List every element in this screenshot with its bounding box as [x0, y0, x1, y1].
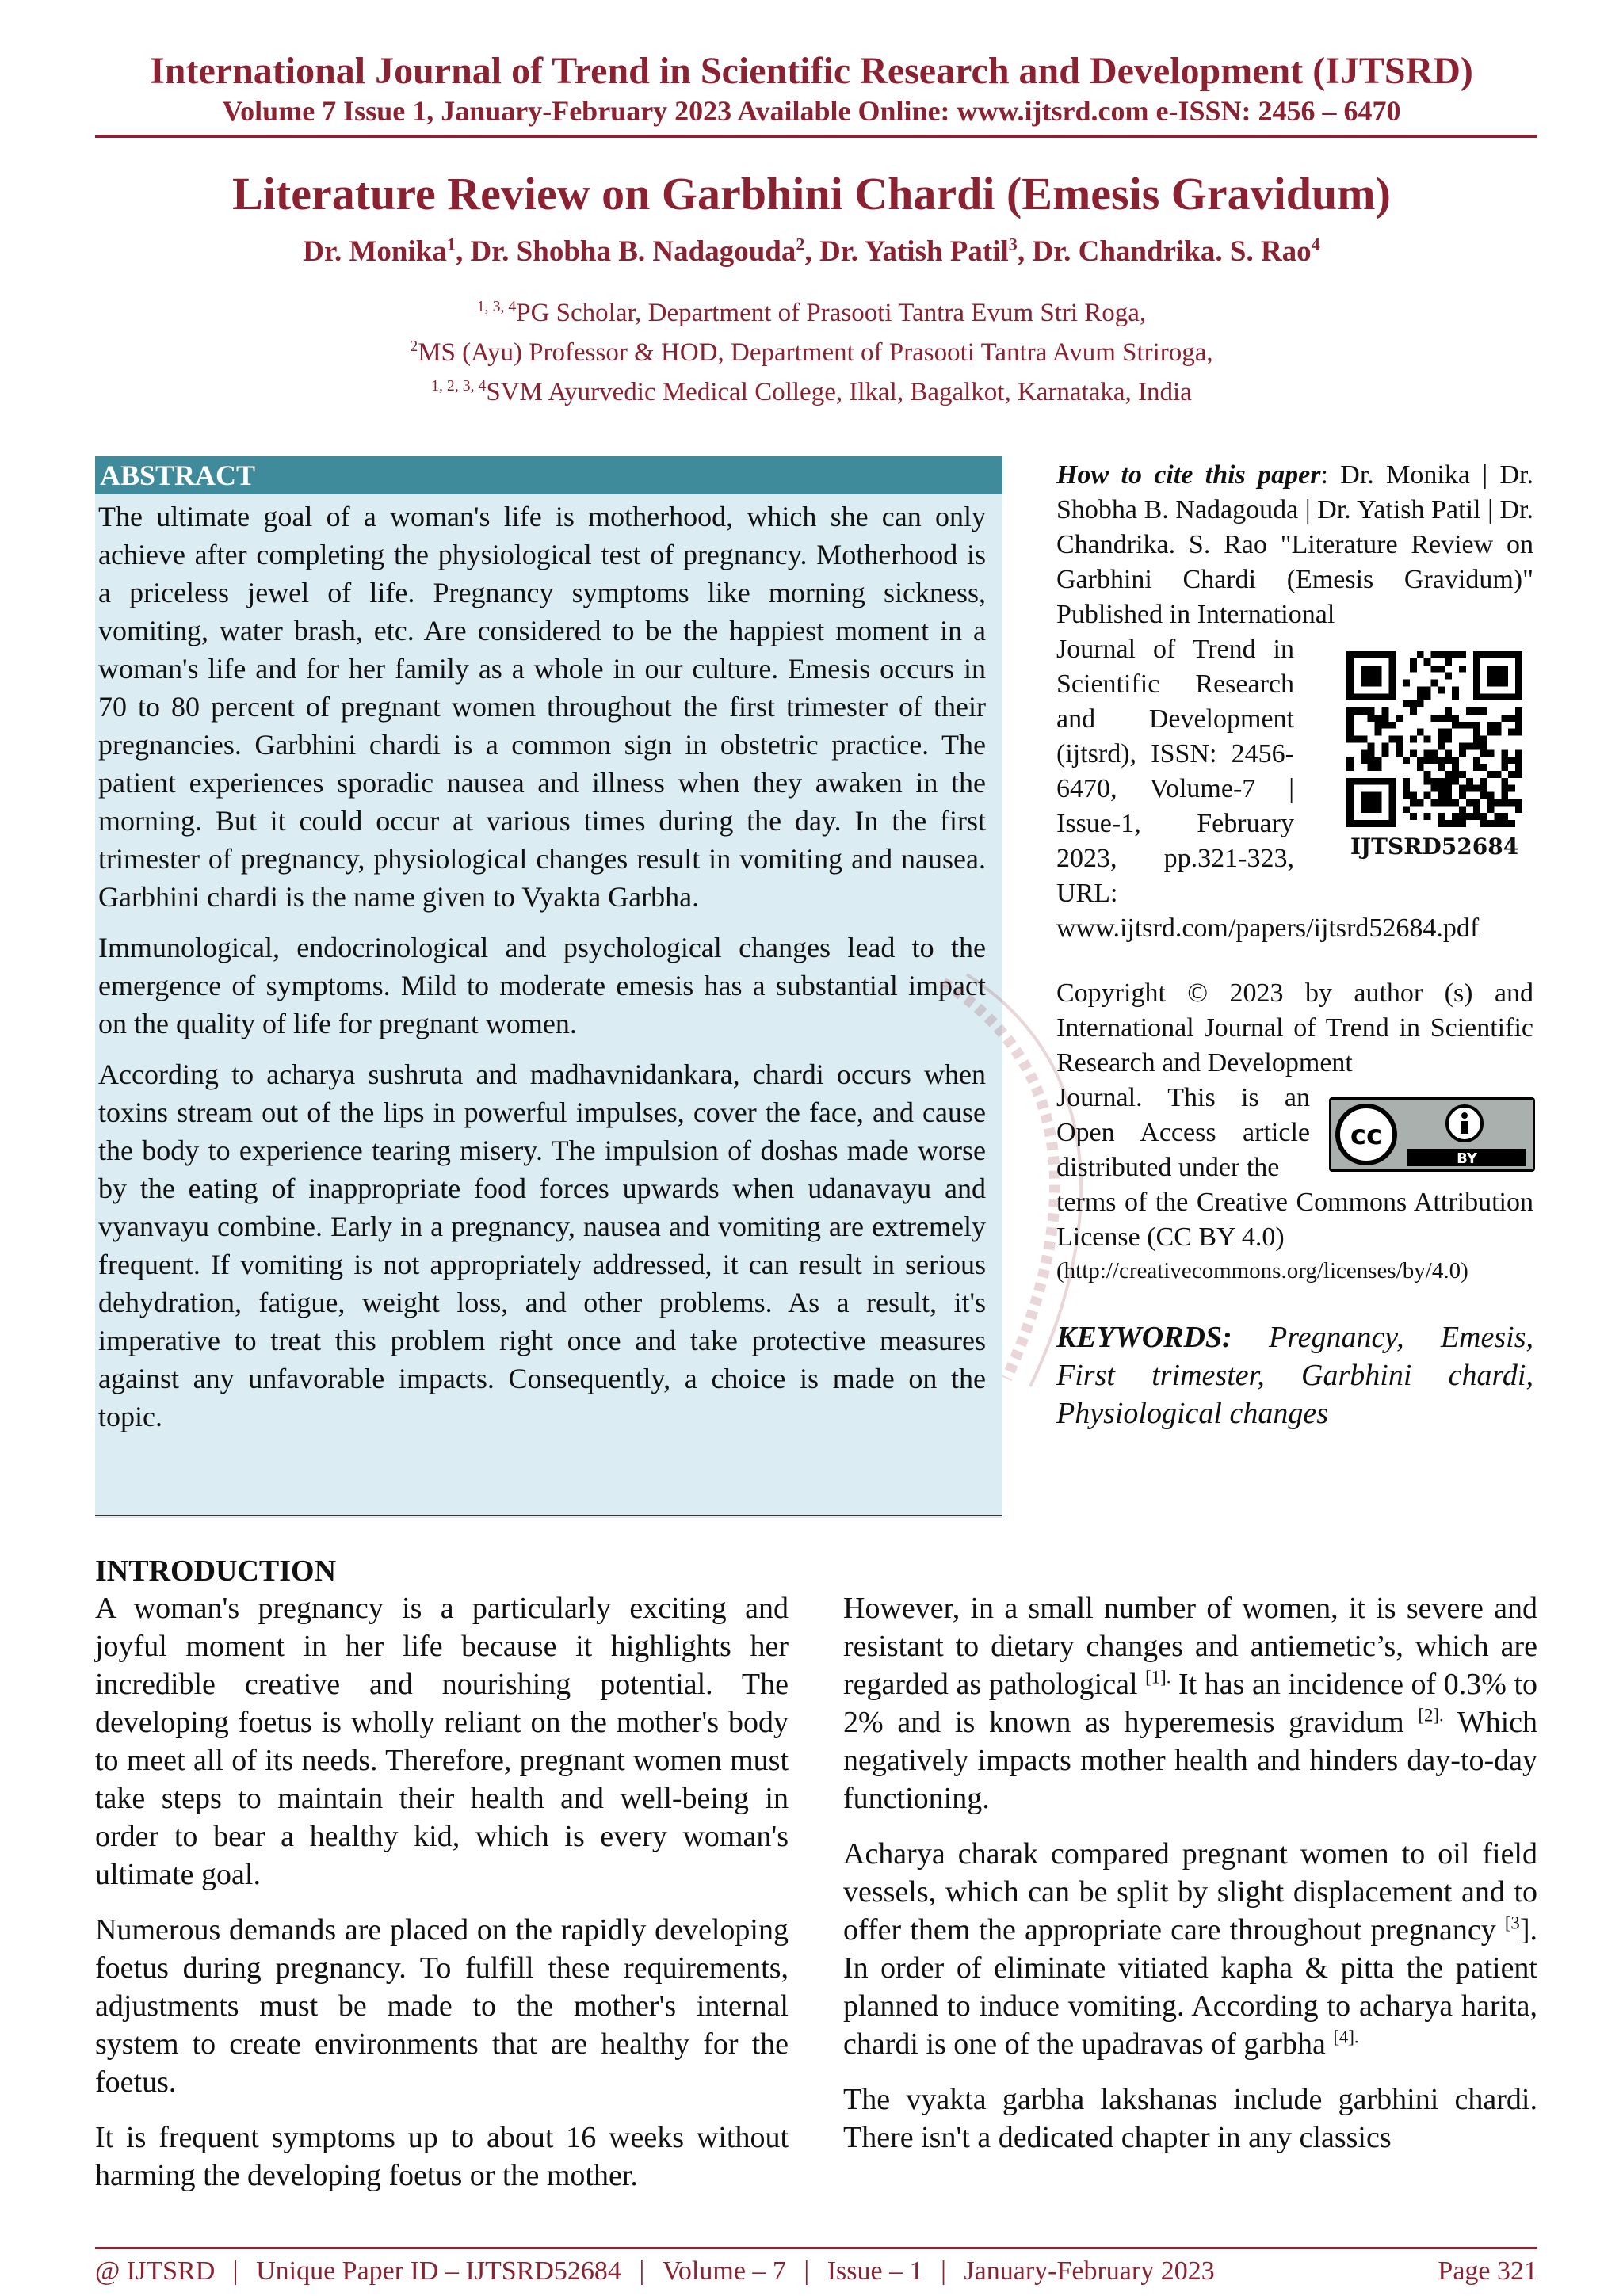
copyright-wide: Copyright © 2023 by author (s) and International Journal of Trend in Scientific Research and Development — [1056, 978, 1533, 1077]
intro-text: However, in a small number of women, it is severe and resistant to dietary changes and antiemetic’s, which are regarded as pathological — [843, 1592, 1537, 1701]
footer-item: @ IJTSRD — [95, 2256, 216, 2286]
author-name: Dr. Yatish Patil — [819, 235, 1009, 268]
intro-paragraph: Numerous demands are placed on the rapidly developing foetus during pregnancy. To fulfill these requirements, adjustments must be made to the mother's internal system to create environments that are healthy for the foetus. — [95, 1913, 789, 2099]
author-list: Dr. Monika$^1$, Dr. Shobha B. Nadagouda$^2$, Dr. Yatish Patil$^3$, Dr. Chandrika. S. Rao$^4$ — [303, 234, 1320, 268]
journal-issue-line: Volume 7 Issue 1, January-February 2023 Available Online: www.ijtsrd.com e-ISSN: 2456 – 6470 — [222, 95, 1401, 127]
citation-lead: How to cite this paper — [1056, 460, 1321, 490]
reference-marker: [3 — [1504, 1913, 1520, 1933]
author-sup: 2 — [796, 234, 805, 254]
author-name: Dr. Shobha B. Nadagouda — [470, 235, 796, 268]
reference-marker: [1]. — [1145, 1667, 1171, 1688]
intro-paragraph: A woman's pregnancy is a particularly exciting and joyful moment in her life because it highlights her incredible creative and nourishing potential. The developing foetus is wholly reliant on the mother's body to meet all of its needs. Therefore, pregnant women must take steps to maintain their health and well-being in order to bear a healthy kid, which is every woman's ultimate goal. — [95, 1592, 789, 1891]
footer-item: Volume – 7 — [662, 2256, 786, 2286]
svg-text:cc: cc — [1350, 1119, 1383, 1151]
footer-divider — [95, 2247, 1537, 2249]
reference-marker: [4]. — [1333, 2027, 1359, 2047]
intro-paragraph: The vyakta garbha lakshanas include garbhini chardi. There isn't a dedicated chapter in any classics — [843, 2083, 1537, 2154]
abstract-bottom-rule — [95, 1515, 1002, 1516]
intro-text: Acharya charak compared pregnant women to oil field vessels, which can be split by slight displacement and to offer them the appropriate care throughout pregnancy — [843, 1837, 1537, 1947]
author-name: Dr. Chandrika. S. Rao — [1032, 235, 1312, 268]
affiliation-line — [0, 336, 1623, 369]
introduction-left-column — [95, 1553, 789, 2195]
footer-item: Issue – 1 — [827, 2256, 923, 2286]
introduction-right-column — [843, 1589, 1537, 2157]
intro-paragraph — [843, 1835, 1537, 2063]
intro-text: ]. In order of eliminate vitiated kapha & pitta the patient planned to induce vomiting. According to acharya harita, chardi is one of the upadravas of garbha — [843, 1913, 1537, 2061]
header-divider — [95, 135, 1537, 138]
abstract-body — [98, 498, 986, 1436]
reference-marker: [2]. — [1418, 1705, 1444, 1726]
intro-text: It has an incidence of 0.3% to 2% and is known as hyperemesis gravidum — [843, 1668, 1538, 1739]
intro-paragraph: It is frequent symptoms up to about 16 weeks without harming the developing foetus or the mother. — [95, 2121, 789, 2192]
cc-by-label: BY — [1457, 1150, 1477, 1167]
affiliation-text: MS (Ayu) Professor & HOD, Department of Prasooti Tantra Avum Striroga, — [418, 338, 1213, 367]
qr-paper-id: IJTSRD52684 — [1350, 833, 1519, 860]
cc-by-license-badge — [1329, 1097, 1535, 1172]
paper-title: Literature Review on Garbhini Chardi (Emesis Gravidum) — [232, 168, 1391, 219]
abstract-paragraph: Immunological, endocrinological and psychological changes lead to the emergence of symptoms. Mild to moderate emesis has a substantial impact on the quality of life for pregnant women. — [98, 932, 986, 1039]
intro-paragraph — [843, 1589, 1537, 1817]
page-number: Page 321 — [1438, 2256, 1537, 2286]
affiliation-text: SVM Ayurvedic Medical College, Ilkal, Bagalkot, Karnataka, India — [486, 378, 1192, 406]
qr-code — [1339, 651, 1529, 881]
copyright-narrow: Journal. This is an Open Access article distributed under the — [1056, 1083, 1310, 1182]
keywords-block — [1056, 1318, 1533, 1432]
footer-item: January-February 2023 — [964, 2256, 1215, 2286]
journal-title: International Journal of Trend in Scientific Research and Development (IJTSRD) — [150, 50, 1473, 92]
qr-code-icon — [1339, 651, 1529, 827]
affiliation-line — [0, 296, 1623, 330]
keywords-paragraph — [1056, 1318, 1533, 1432]
affiliation-line — [0, 376, 1623, 409]
author-sup: 3 — [1008, 234, 1018, 254]
keywords-label: KEYWORDS: — [1056, 1321, 1232, 1354]
citation-text: : Dr. Monika | Dr. Shobha B. Nadagouda | Dr. Yatish Patil | Dr. Chandrika. S. Rao "Literature Review on Garbhini Chardi (Emesis Gravidum)" Published in International — [1056, 460, 1533, 629]
page-footer: @ IJTSRD | Unique Paper ID – IJTSRD52684 | Volume – 7 | Issue – 1 | January-February 2023 Page 321 — [95, 2255, 1537, 2288]
citation-wide — [1056, 458, 1533, 632]
citation-url: www.ijtsrd.com/papers/ijtsrd52684.pdf — [1056, 913, 1480, 943]
abstract-heading: ABSTRACT — [95, 456, 1002, 494]
copyright-tail: terms of the Creative Commons Attribution License (CC BY 4.0) — [1056, 1188, 1533, 1252]
keywords-text: Pregnancy, Emesis, First trimester, Garbhini chardi, Physiological changes — [1056, 1321, 1533, 1430]
author-sup: 1 — [446, 234, 456, 254]
abstract-paragraph: According to acharya sushruta and madhavnidankara, chardi occurs when toxins stream out of the lips in powerful impulses, cover the face, and cause the body to experience tearing misery. The impulsion of doshas made worse by the eating of inappropriate food forces upwards when udanavayu and vyanvayu combine. Early in a pregnancy, nausea and vomiting are extremely frequent. If vomiting is not appropriately addressed, it can result in serious dehydration, fatigue, weight loss, and other problems. As a result, it's imperative to treat this problem right once and take protective measures against any unfavorable impacts. Consequently, a choice is made on the topic. — [98, 1058, 986, 1432]
affiliation-text: PG Scholar, Department of Prasooti Tantra Evum Stri Roga, — [516, 299, 1147, 327]
affiliation-sup: 1, 2, 3, 4 — [431, 377, 487, 395]
license-link[interactable]: (http://creativecommons.org/licenses/by/4.0) — [1056, 1258, 1468, 1283]
cc-icon — [1331, 1100, 1533, 1169]
affiliation-sup: 2 — [410, 338, 418, 355]
author-sup: 4 — [1311, 234, 1320, 254]
intro-text: Which negatively impacts mother health and hinders day-to-day functioning. — [843, 1706, 1538, 1815]
affiliation-sup: 1, 3, 4 — [476, 298, 517, 315]
citation-narrow: Journal of Trend in Scientific Research and Development (ijtsrd), ISSN: 2456-6470, Volume-7 | Issue-1, February 2023, pp.321-323, URL: — [1056, 635, 1294, 908]
abstract-paragraph: The ultimate goal of a woman's life is motherhood, which she can only achieve after completing the physiological test of pregnancy. Motherhood is a priceless jewel of life. Pregnancy symptoms like morning sickness, vomiting, water brash, etc. Are considered to be the happiest moment in a woman's life and for her family as a whole in our culture. Emesis occurs in 70 to 80 percent of pregnant women throughout the first trimester of their pregnancies. Garbhini chardi is a common sign in obstetric practice. The patient experiences sporadic nausea and illness when they awaken in the morning. But it could occur at various times during the day. In the first trimester of pregnancy, physiological changes result in vomiting and nausea. Garbhini chardi is the name given to Vyakta Garbha. — [98, 501, 986, 913]
introduction-heading: INTRODUCTION — [95, 1554, 337, 1588]
footer-item: Unique Paper ID – IJTSRD52684 — [256, 2256, 621, 2286]
author-name: Dr. Monika — [303, 235, 447, 268]
